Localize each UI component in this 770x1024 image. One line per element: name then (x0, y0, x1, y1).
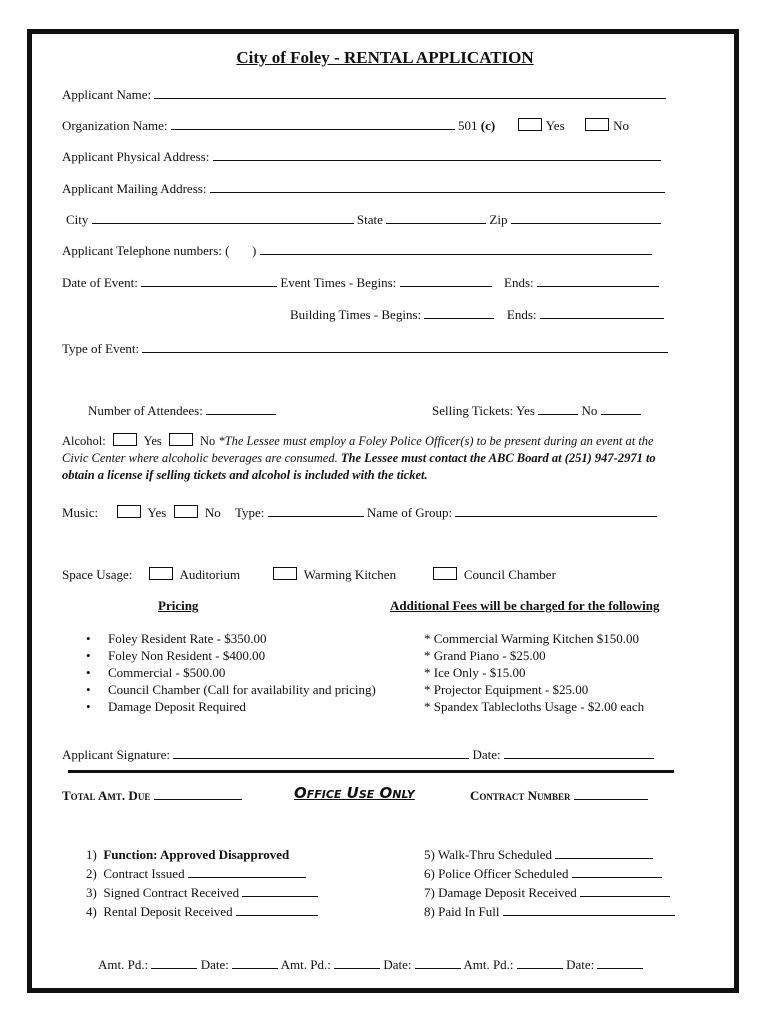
nonprofit-yes-checkbox[interactable] (518, 118, 542, 131)
additional-fees-header: Additional Fees will be charged for the following (390, 598, 660, 613)
event-begins-field[interactable] (400, 274, 492, 287)
name-of-group-label: Name of Group: (366, 505, 453, 520)
date-label: Date: (200, 957, 229, 972)
applicant-signature-label: Applicant Signature: (62, 747, 170, 762)
music-no-label: No (204, 505, 221, 520)
date-of-event-label: Date of Event: (62, 275, 138, 290)
list-item: 8) Paid In Full (424, 902, 675, 921)
type-of-event-label: Type of Event: (62, 341, 140, 356)
number-of-attendees-label: Number of Attendees: (88, 403, 203, 418)
applicant-signature-field[interactable] (173, 746, 469, 759)
amt-pd-label: Amt. Pd.: (98, 957, 149, 972)
amt-pd-field-1[interactable] (151, 956, 197, 969)
selling-tickets-label: Selling Tickets: Yes (432, 403, 535, 418)
list-item: • Foley Non Resident - $400.00 (86, 648, 266, 663)
amt-pd-label: Amt. Pd.: (463, 957, 514, 972)
contract-issued-field[interactable] (188, 865, 306, 878)
nonprofit-no-label: No (613, 118, 630, 133)
space-usage-row (62, 567, 556, 583)
total-amt-due-label: Total Amt. Due (62, 788, 151, 803)
total-amt-due-row (62, 787, 242, 804)
event-times-begins-label: Event Times - Begins: (280, 275, 397, 290)
music-type-field[interactable] (268, 504, 364, 517)
list-item: * Commercial Warming Kitchen $150.00 (424, 631, 639, 646)
list-item: • Commercial - $500.00 (86, 665, 226, 680)
mailing-address-row (62, 180, 665, 197)
list-item: • Damage Deposit Required (86, 699, 246, 714)
physical-address-label: Applicant Physical Address: (62, 149, 210, 164)
form-title: City of Foley - RENTAL APPLICATION (236, 48, 534, 67)
applicant-name-label: Applicant Name: (62, 87, 152, 102)
building-begins-field[interactable] (424, 306, 494, 319)
list-item: 4) Rental Deposit Received (86, 902, 318, 921)
amt-pd-label: Amt. Pd.: (280, 957, 331, 972)
applicant-name-field[interactable] (154, 86, 666, 99)
list-item: * Grand Piano - $25.00 (424, 648, 546, 663)
attendees-row (88, 402, 276, 419)
date-of-event-field[interactable] (141, 274, 277, 287)
amt-pd-field-2[interactable] (334, 956, 380, 969)
event-ends-field[interactable] (537, 274, 659, 287)
state-field[interactable] (386, 211, 486, 224)
warming-kitchen-checkbox[interactable] (273, 567, 297, 580)
building-ends-field[interactable] (540, 306, 664, 319)
alcohol-notice: *The Lessee must employ a Foley Police Officer(s) to be present during an event at the Civic Center where alcoholic beverages are consumed. (62, 434, 654, 465)
police-officer-field[interactable] (572, 865, 662, 878)
council-chamber-checkbox[interactable] (433, 567, 457, 580)
status-c-label: (c) (480, 118, 496, 133)
list-item: • Foley Resident Rate - $350.00 (86, 631, 267, 646)
event-date-row (62, 274, 659, 291)
zip-field[interactable] (511, 211, 661, 224)
date-label: Date: (566, 957, 595, 972)
pricing-list (86, 630, 376, 715)
list-item: 7) Damage Deposit Received (424, 883, 675, 902)
list-item: * Ice Only - $15.00 (424, 665, 526, 680)
selling-tickets-no-label: No (581, 403, 598, 418)
selling-tickets-no-field[interactable] (601, 402, 641, 415)
list-item: * Projector Equipment - $25.00 (424, 682, 589, 697)
list-item: 5) Walk-Thru Scheduled (424, 845, 675, 864)
selling-tickets-yes-field[interactable] (538, 402, 578, 415)
mailing-address-label: Applicant Mailing Address: (62, 181, 207, 196)
telephone-paren: ) (251, 243, 257, 258)
auditorium-checkbox[interactable] (149, 567, 173, 580)
physical-address-field[interactable] (213, 148, 661, 161)
alcohol-no-label: No (200, 434, 216, 448)
amt-pd-field-3[interactable] (517, 956, 563, 969)
mailing-address-field[interactable] (210, 180, 665, 193)
type-of-event-field[interactable] (142, 340, 668, 353)
signed-contract-field[interactable] (242, 884, 318, 897)
signature-date-label: Date: (472, 747, 501, 762)
warming-kitchen-label: Warming Kitchen (303, 567, 397, 582)
signature-date-field[interactable] (504, 746, 654, 759)
list-item: 6) Police Officer Scheduled (424, 864, 675, 883)
nonprofit-no-checkbox[interactable] (585, 118, 609, 131)
city-state-zip-row (66, 211, 661, 228)
council-chamber-label: Council Chamber (463, 567, 556, 582)
telephone-row (62, 242, 652, 259)
walk-thru-field[interactable] (555, 846, 653, 859)
city-field[interactable] (92, 211, 354, 224)
divider (68, 770, 674, 773)
pricing-header: Pricing (158, 598, 199, 613)
organization-row (62, 117, 629, 134)
selling-tickets-row (432, 402, 641, 419)
space-usage-label: Space Usage: (62, 567, 133, 582)
physical-address-row (62, 148, 661, 165)
city-label: City (66, 212, 89, 227)
list-item: • Council Chamber (Call for availability and pricing) (86, 682, 376, 697)
music-yes-label: Yes (147, 505, 167, 520)
state-label: State (356, 212, 383, 227)
office-list-left (86, 845, 318, 921)
alcohol-yes-checkbox[interactable] (113, 433, 137, 446)
alcohol-yes-label: Yes (143, 434, 162, 448)
building-ends-label: Ends: (506, 307, 537, 322)
contract-number-label: Contract Number (470, 788, 571, 803)
name-of-group-field[interactable] (455, 504, 657, 517)
building-times-begins-label: Building Times - Begins: (290, 307, 422, 322)
list-item: 3) Signed Contract Received (86, 883, 318, 902)
additional-fees-list (424, 630, 644, 715)
status-501-label: 501 (458, 118, 478, 133)
telephone-field[interactable] (260, 242, 652, 255)
organization-name-label: Organization Name: (62, 118, 168, 133)
applicant-name-row (62, 86, 666, 103)
amount-paid-row (98, 956, 643, 973)
signature-row (62, 746, 654, 763)
date-field-1[interactable] (232, 956, 278, 969)
zip-label: Zip (489, 212, 508, 227)
list-item: 2) Contract Issued (86, 864, 318, 883)
music-row (62, 504, 657, 521)
date-field-3[interactable] (597, 956, 643, 969)
telephone-label: Applicant Telephone numbers: ( (62, 243, 230, 258)
office-use-only-heading: Office Use Only (294, 784, 415, 802)
list-item: 1) Function: Approved Disapproved (86, 847, 290, 862)
type-of-event-row (62, 340, 668, 357)
event-ends-label: Ends: (504, 275, 534, 290)
contract-number-field[interactable] (574, 787, 648, 800)
list-item: * Spandex Tablecloths Usage - $2.00 each (424, 699, 645, 714)
paid-in-full-field[interactable] (503, 903, 675, 916)
date-field-2[interactable] (415, 956, 461, 969)
music-no-checkbox[interactable] (174, 505, 198, 518)
organization-name-field[interactable] (171, 117, 455, 130)
number-of-attendees-field[interactable] (206, 402, 276, 415)
building-times-row (290, 306, 664, 323)
contract-number-row (470, 787, 648, 804)
music-type-label: Type: (234, 505, 265, 520)
date-label: Date: (383, 957, 412, 972)
music-yes-checkbox[interactable] (117, 505, 141, 518)
music-label: Music: (62, 505, 99, 520)
total-amt-due-field[interactable] (154, 787, 242, 800)
office-list-right (424, 845, 675, 921)
auditorium-label: Auditorium (179, 567, 241, 582)
nonprofit-yes-label: Yes (545, 118, 565, 133)
rental-deposit-field[interactable] (236, 903, 318, 916)
alcohol-no-checkbox[interactable] (169, 433, 193, 446)
alcohol-label: Alcohol: (62, 434, 106, 448)
alcohol-section (62, 433, 682, 484)
damage-deposit-field[interactable] (580, 884, 670, 897)
abc-board-notice: The Lessee must contact the ABC Board at (251) 947-2971 to obtain a license if selling tickets and alcohol is included with the ticket. (62, 451, 656, 482)
